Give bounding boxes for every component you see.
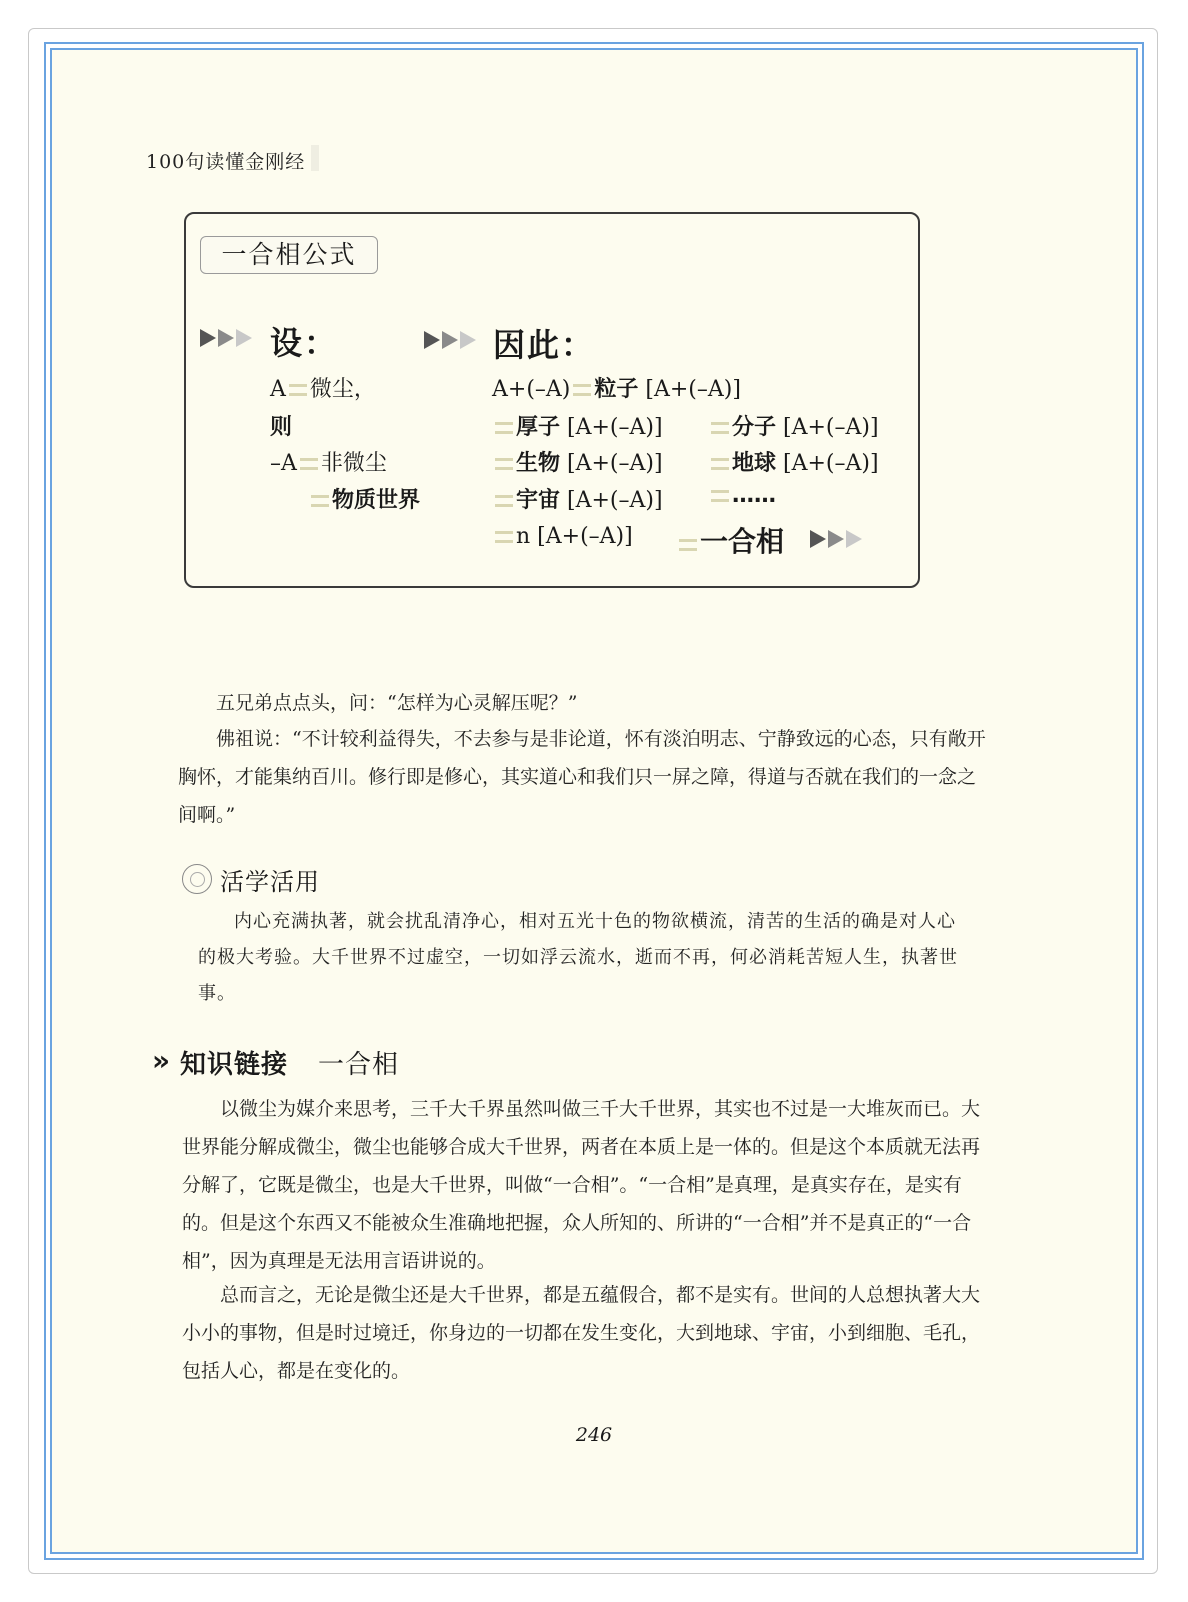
triple-arrow-icon xyxy=(424,331,476,349)
equals-sign xyxy=(311,495,329,507)
equals-sign xyxy=(495,458,513,470)
running-head: 100句读懂金刚经 xyxy=(146,147,305,174)
equals-sign xyxy=(300,458,318,470)
formula-line: 生物 [A+(–A)] xyxy=(492,446,663,477)
equals-sign xyxy=(495,531,513,543)
formula-line: A+(–A) 粒子 [A+(–A)] xyxy=(492,377,741,402)
equals-sign xyxy=(711,490,729,502)
formula-line: 则 xyxy=(270,415,293,440)
knowledge-heading: 知识链接 xyxy=(180,1050,289,1080)
right-heading: 因此： xyxy=(493,326,596,364)
left-heading: 设： xyxy=(270,324,339,362)
double-chevron-icon: » xyxy=(152,1044,171,1077)
practice-heading: 活学活用 xyxy=(220,868,320,896)
formula-result: 一合相 xyxy=(676,520,784,560)
triple-arrow-icon xyxy=(200,329,252,347)
dialogue-paragraph: 佛祖说：“不计较利益得失，不去参与是非论道，怀有淡泊明志、宁静致远的心态，只有敞开胸怀，才能集纳百川。修行即是修心，其实道心和我们只一屏之障，得道与否就在我们的一念之间啊。” xyxy=(178,728,986,826)
formula-line: 厚子 [A+(–A)] xyxy=(492,410,663,441)
equals-sign xyxy=(711,422,729,434)
equals-sign xyxy=(495,495,513,507)
knowledge-paragraph: 以微尘为媒介来思考，三千大千界虽然叫做三千大千世界，其实也不过是一大堆灰而已。大世界能分解成微尘，微尘也能够合成大千世界，两者在本质上是一体的。但是这个本质就无法再分解了，它既是微尘，也是大千世界，叫做“一合相”。“一合相”是真理，是真实存在，是实有的。但是这个东西又不能被众生准确地把握，众人所知的、所讲的“一合相”并不是真正的“一合相”，因为真理是无法用言语讲说的。 xyxy=(182,1098,981,1272)
knowledge-paragraph: 总而言之，无论是微尘还是大千世界，都是五蕴假合，都不是实有。世间的人总想执著大大小小的事物，但是时过境迁，你身边的一切都在发生变化，大到地球、宇宙，小到细胞、毛孔，包括人心，都是在变化的。 xyxy=(182,1284,981,1382)
page-number: 246 xyxy=(575,1424,613,1446)
formula-line: A 微尘， xyxy=(270,377,376,402)
practice-paragraph: 内心充满执著，就会扰乱清净心，相对五光十色的物欲横流，清苦的生活的确是对人心的极大考验。大千世界不过虚空，一切如浮云流水，逝而不再，何必消耗苦短人生，执著世事。 xyxy=(198,911,958,1004)
formula-title: 一合相公式 xyxy=(200,236,378,274)
dialogue-paragraph: 五兄弟点点头，问：“怎样为心灵解压呢？” xyxy=(216,692,578,714)
formula-line: …… xyxy=(708,483,776,508)
formula-line: 地球 [A+(–A)] xyxy=(708,446,879,477)
equals-sign xyxy=(495,422,513,434)
formula-line: –A 非微尘 xyxy=(270,451,387,476)
equals-sign xyxy=(711,458,729,470)
equals-sign xyxy=(289,384,307,396)
knowledge-subheading: 一合相 xyxy=(318,1050,400,1080)
formula-line: 宇宙 [A+(–A)] xyxy=(492,483,663,514)
disc-icon xyxy=(182,864,212,894)
equals-sign xyxy=(679,539,697,551)
equals-sign xyxy=(573,384,591,396)
triple-arrow-icon xyxy=(810,530,862,548)
formula-line: n [A+(–A)] xyxy=(492,524,633,549)
formula-line: 物质世界 xyxy=(308,483,420,514)
formula-line: 分子 [A+(–A)] xyxy=(708,410,879,441)
